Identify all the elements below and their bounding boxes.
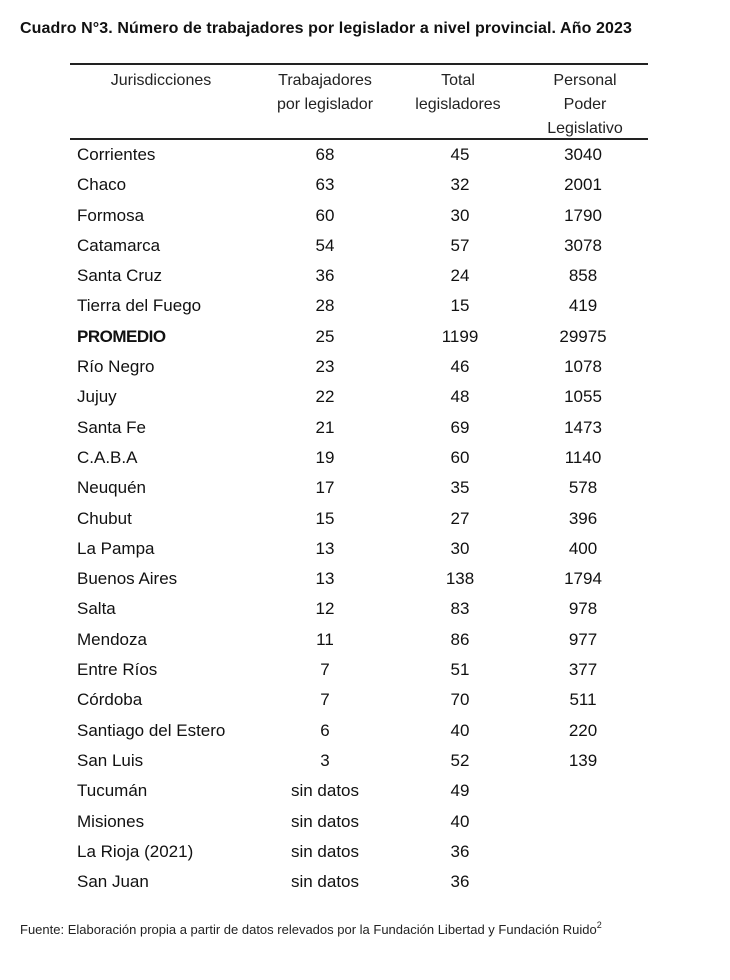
cell-total-legisladores: 1199 [441,326,479,346]
cell-trabajadores-por-legislador: 22 [315,387,335,407]
cell-personal-poder-legislativo: 1078 [564,357,602,377]
cell-jurisdiccion: Santa Fe [77,417,146,437]
header-trabajadores-line-1: Trabajadores [278,72,372,89]
cell-trabajadores-por-legislador: 28 [315,296,335,316]
footnote-marker: 2 [596,920,602,930]
cell-trabajadores-por-legislador: 11 [316,629,334,649]
cell-total-legisladores: 138 [445,569,475,589]
cell-jurisdiccion: PROMEDIO [77,326,166,346]
cell-trabajadores-por-legislador: 25 [315,326,335,346]
table-row [70,867,648,897]
cell-personal-poder-legislativo: 419 [568,296,598,316]
cell-trabajadores-por-legislador: 12 [315,599,335,619]
cell-total-legisladores: 69 [450,417,470,437]
cell-trabajadores-por-legislador: 17 [315,478,335,498]
header-jurisdicciones-line: Jurisdicciones [110,72,212,89]
cell-total-legisladores: 35 [450,478,470,498]
cell-trabajadores-por-legislador: 13 [315,569,335,589]
cell-trabajadores-por-legislador: 68 [315,145,335,164]
table-row [70,716,648,746]
table-row [70,625,648,655]
cell-jurisdiccion: Chaco [77,175,127,195]
cell-jurisdiccion: Formosa [77,205,145,225]
table-row [70,504,648,534]
table-row-promedio [70,322,648,352]
table-row [70,473,648,503]
cell-personal-poder-legislativo: 220 [568,720,598,740]
cell-jurisdiccion: Tierra del Fuego [77,296,202,316]
header-personal-poder-legislativo [530,69,640,141]
cell-total-legisladores: 30 [450,538,470,558]
header-total-line-2: legisladores [415,96,501,113]
cell-jurisdiccion: Salta [77,599,116,619]
cell-trabajadores-por-legislador: 13 [315,538,335,558]
cell-total-legisladores: 27 [450,508,470,528]
cell-personal-poder-legislativo: 511 [569,690,597,710]
cell-total-legisladores: 40 [450,720,470,740]
cell-personal-poder-legislativo: 2001 [564,175,602,195]
source-text: Fuente: Elaboración propia a partir de datos relevados por la Fundación Libertad y Fundación Ruido [20,922,597,937]
header-total-line-1: Total [441,72,475,89]
cell-jurisdiccion: Río Negro [77,357,155,377]
table-row [70,564,648,594]
cell-trabajadores-por-legislador: 3 [320,750,330,770]
cell-personal-poder-legislativo: 3040 [564,145,602,164]
cell-trabajadores-por-legislador: 7 [320,660,330,680]
cell-jurisdiccion: Misiones [77,811,145,831]
cell-personal-poder-legislativo: 578 [568,478,598,498]
table-row [70,807,648,837]
table-title: Cuadro N°3. Número de trabajadores por legislador a nivel provincial. Año 2023 [20,20,632,37]
table-row [70,837,648,867]
source-footnote [20,920,602,937]
cell-trabajadores-por-legislador: 54 [315,235,335,255]
cell-trabajadores-por-legislador: 7 [320,690,330,710]
cell-jurisdiccion: San Luis [77,750,144,770]
cell-jurisdiccion: Córdoba [77,690,143,710]
header-personal-line-1: Personal [553,72,617,89]
table-row [70,443,648,473]
cell-personal-poder-legislativo: 978 [568,599,598,619]
cell-personal-poder-legislativo: 1140 [564,447,602,467]
cell-total-legisladores: 40 [450,811,470,831]
cell-personal-poder-legislativo: 977 [568,629,598,649]
cell-jurisdiccion: Corrientes [77,145,156,164]
table-row [70,382,648,412]
cell-trabajadores-por-legislador: sin datos [290,811,360,831]
cell-jurisdiccion: Santa Cruz [77,266,163,286]
cell-trabajadores-por-legislador: 21 [315,417,335,437]
cell-total-legisladores: 49 [450,781,470,801]
cell-jurisdiccion: Chubut [77,508,132,528]
cell-total-legisladores: 51 [450,660,470,680]
cell-personal-poder-legislativo: 29975 [559,326,607,346]
cell-trabajadores-por-legislador: 36 [315,266,335,286]
header-personal-line-3: Legislativo [547,120,623,137]
table-row [70,231,648,261]
header-trabajadores-por-legislador [263,69,387,117]
table-row [70,140,648,170]
cell-personal-poder-legislativo: 1055 [564,387,602,407]
cell-jurisdiccion: Catamarca [77,235,161,255]
cell-personal-poder-legislativo: 1473 [564,417,602,437]
header-jurisdicciones [96,69,226,93]
table-row [70,413,648,443]
cell-jurisdiccion: Mendoza [77,629,147,649]
cell-total-legisladores: 30 [450,205,470,225]
header-trabajadores-line-2: por legislador [276,96,374,113]
cell-jurisdiccion: C.A.B.A [77,447,138,467]
table-row [70,170,648,200]
cell-total-legisladores: 32 [450,175,470,195]
cell-total-legisladores: 46 [450,357,470,377]
cell-jurisdiccion: San Juan [77,872,149,892]
table-row [70,201,648,231]
table-row [70,776,648,806]
cell-trabajadores-por-legislador: 6 [320,720,330,740]
cell-total-legisladores: 52 [450,750,470,770]
table-body [70,140,648,897]
cell-trabajadores-por-legislador: sin datos [290,872,360,892]
cell-trabajadores-por-legislador: sin datos [290,781,360,801]
cell-jurisdiccion: La Rioja (2021) [77,841,194,861]
cell-jurisdiccion: Santiago del Estero [77,720,226,740]
cell-jurisdiccion: Entre Ríos [77,660,158,680]
cell-trabajadores-por-legislador: 19 [315,447,335,467]
data-table [70,63,648,897]
cell-total-legisladores: 83 [450,599,470,619]
header-total-legisladores [403,69,513,117]
cell-jurisdiccion: Buenos Aires [77,569,178,589]
cell-jurisdiccion: Tucumán [77,781,148,801]
cell-trabajadores-por-legislador: 63 [315,175,335,195]
table-row [70,291,648,321]
cell-total-legisladores: 57 [450,235,470,255]
cell-total-legisladores: 60 [450,447,470,467]
cell-personal-poder-legislativo: 400 [568,538,598,558]
cell-jurisdiccion: Jujuy [77,387,117,407]
cell-total-legisladores: 15 [450,296,470,316]
cell-total-legisladores: 24 [450,266,470,286]
cell-personal-poder-legislativo: 396 [568,508,598,528]
cell-personal-poder-legislativo: 3078 [564,235,602,255]
cell-total-legisladores: 45 [450,145,470,164]
table-row [70,594,648,624]
table-header [70,65,648,138]
cell-trabajadores-por-legislador: 23 [315,357,335,377]
cell-personal-poder-legislativo: 1794 [564,569,602,589]
cell-jurisdiccion: La Pampa [77,538,155,558]
cell-trabajadores-por-legislador: 15 [315,508,335,528]
cell-personal-poder-legislativo: 377 [568,660,598,680]
table-row [70,746,648,776]
cell-total-legisladores: 36 [450,841,470,861]
cell-total-legisladores: 48 [450,387,470,407]
cell-total-legisladores: 70 [450,690,470,710]
cell-jurisdiccion: Neuquén [77,478,147,498]
cell-personal-poder-legislativo: 139 [568,750,598,770]
cell-personal-poder-legislativo: 1790 [564,205,602,225]
table-row [70,655,648,685]
table-row [70,352,648,382]
header-personal-line-2: Poder [563,96,607,113]
cell-total-legisladores: 36 [450,872,470,892]
cell-personal-poder-legislativo: 858 [568,266,598,286]
table-row [70,534,648,564]
cell-trabajadores-por-legislador: 60 [315,205,335,225]
table-row [70,685,648,715]
cell-total-legisladores: 86 [450,629,470,649]
table-row [70,261,648,291]
cell-trabajadores-por-legislador: sin datos [290,841,360,861]
